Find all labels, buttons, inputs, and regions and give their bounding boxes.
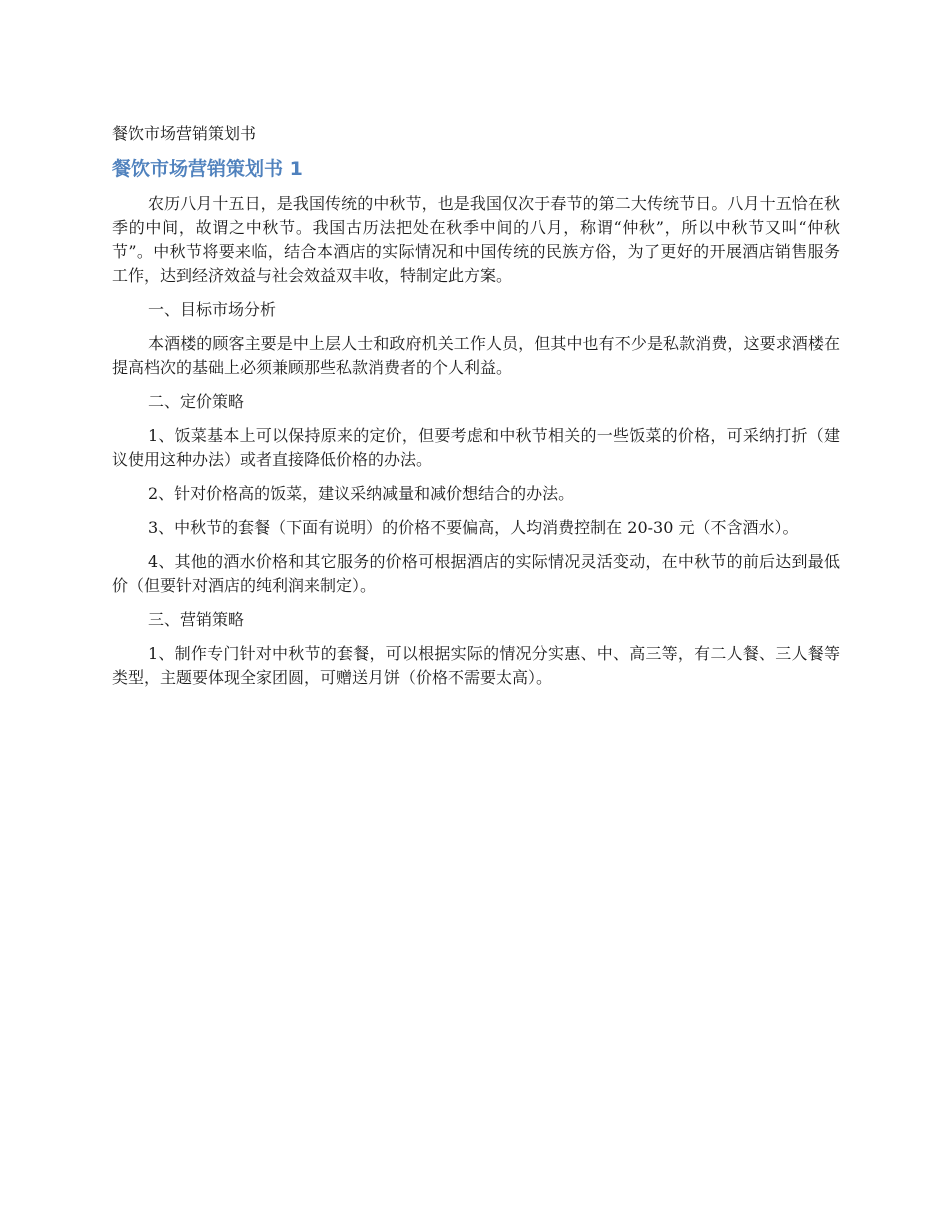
subheading-pricing-strategy: 二、定价策略 [148, 392, 245, 411]
paragraph-target-market: 本酒楼的顾客主要是中上层人士和政府机关工作人员，但其中也有不少是私款消费，这要求酒楼在提高档次的基础上必须兼顾那些私款消费者的个人利益。 [112, 334, 840, 377]
paragraph-pricing-3: 3、中秋节的套餐（下面有说明）的价格不要偏高，人均消费控制在 20-30 元（不含酒水）。 [148, 518, 799, 537]
paragraph-pricing-1: 1、饭菜基本上可以保持原来的定价，但要考虑和中秋节相关的一些饭菜的价格，可采纳打折（建议使用这种办法）或者直接降低价格的办法。 [112, 426, 840, 469]
paragraph-pricing-4: 4、其他的酒水价格和其它服务的价格可根据酒店的实际情况灵活变动，在中秋节的前后达到最低价（但要针对酒店的纯利润来制定）。 [112, 552, 840, 595]
paragraph-pricing-2: 2、针对价格高的饭菜，建议采纳减量和减价想结合的办法。 [148, 484, 575, 503]
subheading-marketing-strategy: 三、营销策略 [148, 610, 245, 629]
section-heading: 餐饮市场营销策划书 1 [112, 158, 303, 180]
paragraph-marketing-1: 1、制作专门针对中秋节的套餐，可以根据实际的情况分实惠、中、高三等，有二人餐、三人餐等类型，主题要体现全家团圆，可赠送月饼（价格不需要太高）。 [112, 644, 840, 687]
document-page [112, 122, 840, 700]
paragraph-intro: 农历八月十五日，是我国传统的中秋节，也是我国仅次于春节的第二大传统节日。八月十五恰在秋季的中间，故谓之中秋节。我国古历法把处在秋季中间的八月，称谓“仲秋”，所以中秋节又叫“仲秋节”。中秋节将要来临，结合本酒店的实际情况和中国传统的民族方俗，为了更好的开展酒店销售服务工作，达到经济效益与社会效益双丰收，特制定此方案。 [112, 194, 840, 285]
document-title: 餐饮市场营销策划书 [112, 124, 257, 143]
subheading-target-market: 一、目标市场分析 [148, 300, 277, 319]
